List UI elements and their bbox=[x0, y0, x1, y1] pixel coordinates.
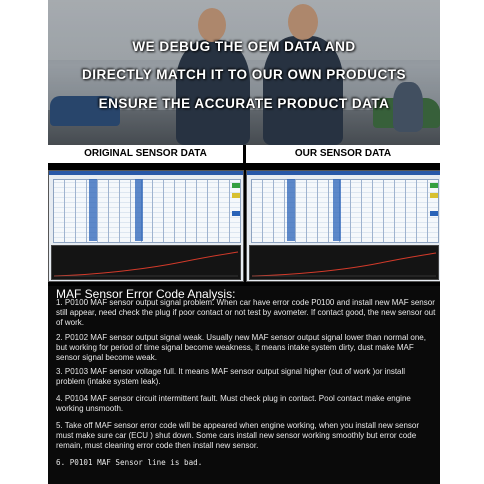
screen-title-bar bbox=[49, 171, 243, 175]
analysis-title: MAF Sensor Error Code Analysis: bbox=[56, 287, 236, 301]
signal-curve bbox=[54, 252, 238, 276]
highlight-column bbox=[89, 179, 97, 241]
analysis-item: 3. P0103 MAF sensor voltage full. It means MAF sensor output signal higher (out of work )or install problem (intake system leak). bbox=[56, 367, 406, 386]
status-indicator bbox=[232, 211, 240, 216]
product-image bbox=[48, 0, 440, 484]
analysis-item: 1. P0100 MAF sensor output signal problem. When car have error code P0100 and install new MAF sensor still appear, need check the plug if poor contact or not test by avometer. If contact good, the new sensor out of work. bbox=[56, 298, 436, 327]
our-sensor-screen bbox=[246, 170, 440, 282]
banner-line-1: WE DEBUG THE OEM DATA AND bbox=[132, 39, 356, 54]
signal-curve bbox=[252, 253, 436, 276]
status-indicator bbox=[430, 193, 438, 198]
original-sensor-screen bbox=[48, 170, 244, 282]
original-sensor-label: ORIGINAL SENSOR DATA bbox=[48, 145, 243, 163]
highlight-column bbox=[135, 179, 143, 241]
signal-plot bbox=[51, 245, 241, 280]
status-indicator bbox=[430, 211, 438, 216]
error-code-analysis bbox=[48, 286, 440, 484]
highlight-column bbox=[287, 179, 295, 241]
status-indicator bbox=[232, 193, 240, 198]
banner-line-3: ENSURE THE ACCURATE PRODUCT DATA bbox=[98, 96, 390, 111]
signal-plot-svg bbox=[52, 246, 240, 279]
analysis-item: 4. P0104 MAF sensor circuit intermittent fault. Must check plug in contact. Pool contact make engine working unsmooth. bbox=[56, 394, 411, 413]
screen-title-bar bbox=[247, 171, 440, 175]
hero-banner bbox=[48, 0, 440, 145]
highlight-column bbox=[333, 179, 341, 241]
signal-plot-svg bbox=[250, 246, 438, 279]
analysis-item: 5. Take off MAF sensor error code will be appeared when engine working, when you install new sensor must make sure car (ECU ) shut down. Some cars install new sensor working smoothly but error code remain, must cleaning error code then install new sensor. bbox=[56, 421, 420, 450]
signal-plot bbox=[249, 245, 439, 280]
status-indicator bbox=[430, 183, 438, 188]
data-table bbox=[251, 179, 439, 243]
analysis-item: 2. P0102 MAF sensor output signal weak. Usually new MAF sensor output signal lower than normal one, but working for period of time signal become weakness, it means intake system dirty, dust make MAF sensor signal become weak. bbox=[56, 333, 426, 362]
analysis-item: 6. P0101 MAF Sensor line is bad. bbox=[56, 458, 203, 467]
data-table bbox=[53, 179, 241, 243]
our-sensor-label: OUR SENSOR DATA bbox=[246, 145, 440, 163]
status-indicator bbox=[232, 183, 240, 188]
banner-line-2: DIRECTLY MATCH IT TO OUR OWN PRODUCTS bbox=[81, 67, 406, 82]
